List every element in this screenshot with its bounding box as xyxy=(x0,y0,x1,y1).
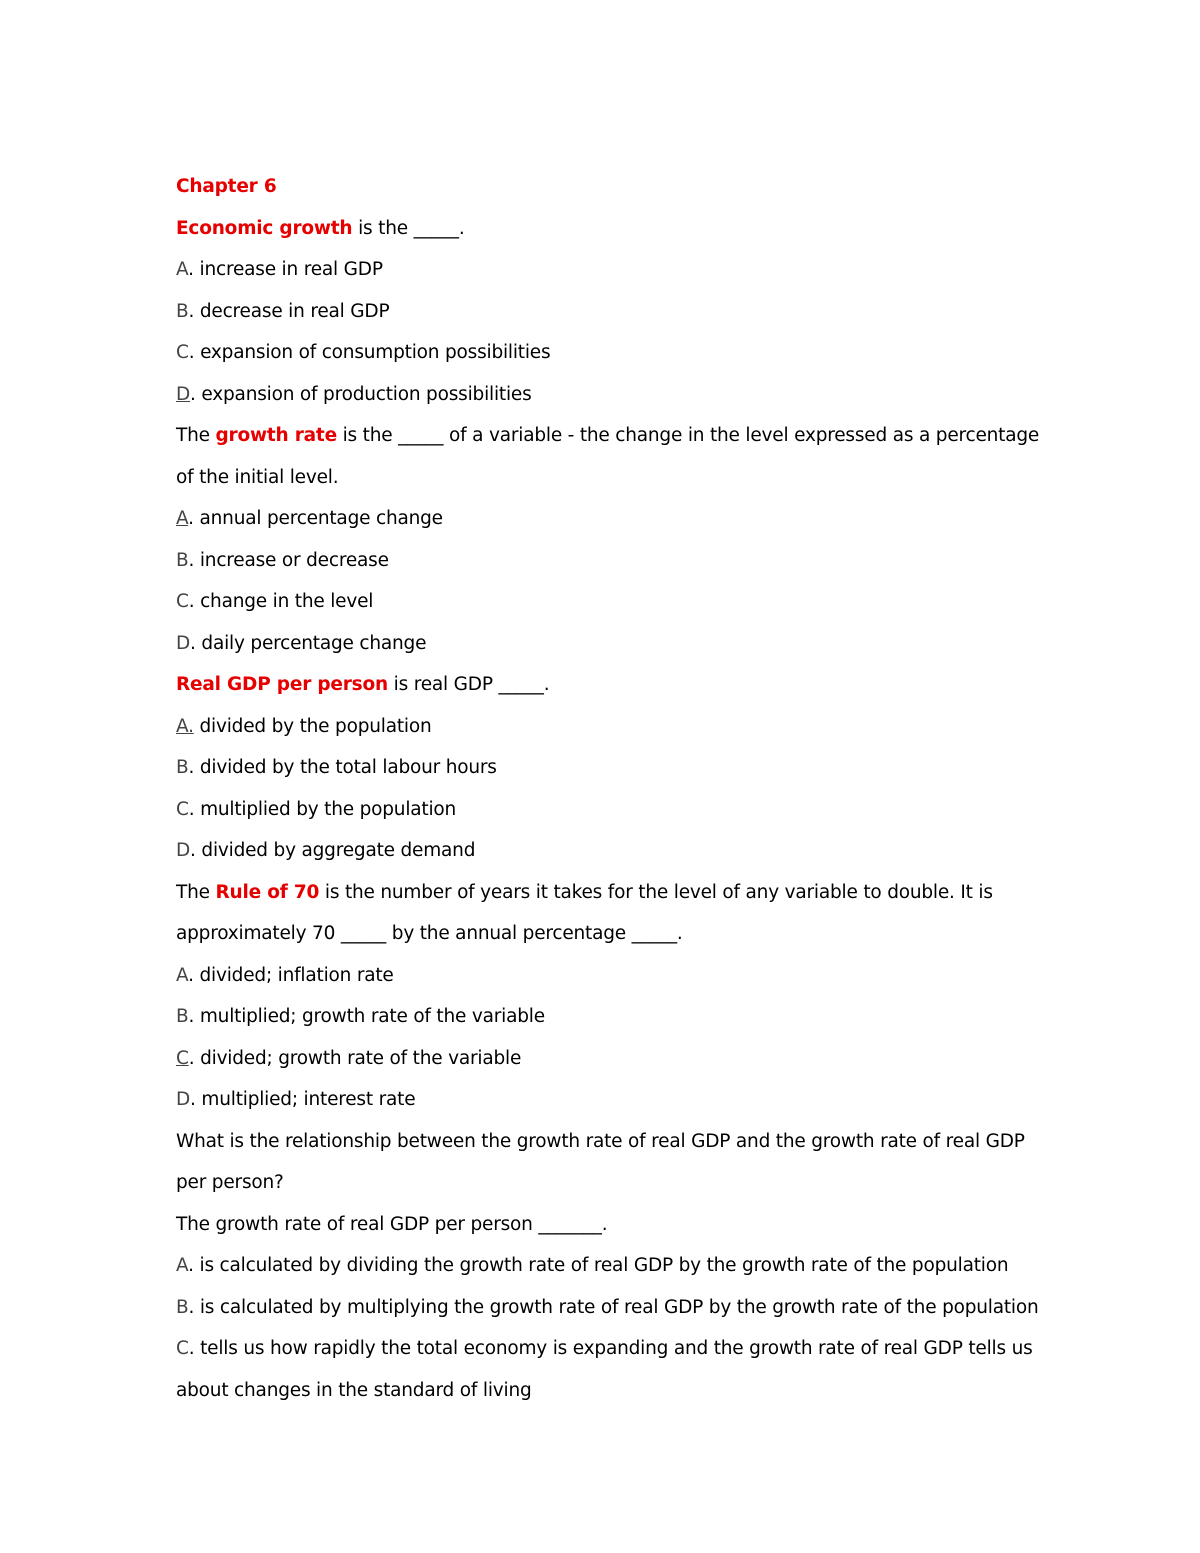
q1-option-d-text: . expansion of production possibilities xyxy=(190,383,532,405)
q2-pre: The xyxy=(176,425,216,446)
q1-option-d-letter: D xyxy=(176,383,191,405)
q3-option-c xyxy=(176,789,1016,831)
q2-option-b-text: . increase or decrease xyxy=(188,549,389,571)
q1-option-c-text: . expansion of consumption possibilities xyxy=(188,342,551,363)
q4-option-d-text: . multiplied; interest rate xyxy=(190,1089,416,1110)
q2-option-a xyxy=(176,498,1016,540)
q5-option-a xyxy=(176,1245,1016,1287)
q2-option-c xyxy=(176,581,1016,623)
q1-option-b xyxy=(176,291,1016,333)
q3-option-d-text: . divided by aggregate demand xyxy=(190,840,476,861)
q3-option-d-letter: D xyxy=(176,840,191,861)
document-page xyxy=(176,166,1040,1411)
question-2-stem-cont: of the initial level. xyxy=(176,466,339,488)
question-1-stem xyxy=(176,208,1016,250)
q2-option-c-text: . change in the level xyxy=(188,591,374,612)
q4-option-b-text: . multiplied; growth rate of the variable xyxy=(188,1006,545,1027)
q5-option-c-letter: C xyxy=(176,1338,189,1359)
q3-option-c-letter: C xyxy=(176,798,189,820)
q2-option-a-letter: A xyxy=(176,508,189,529)
q3-option-c-text: . multiplied by the population xyxy=(188,798,457,820)
q5-option-b-text: . is calculated by multiplying the growth rate of real GDP by the growth rate of the population xyxy=(188,1296,1039,1318)
q3-option-d xyxy=(176,830,1016,872)
question-3-stem xyxy=(176,664,1016,706)
q2-option-d xyxy=(176,623,1016,665)
q4-option-a-text: . divided; inflation rate xyxy=(188,964,394,986)
q1-option-b-text: . decrease in real GDP xyxy=(188,300,390,322)
q5-option-c-cont: about changes in the standard of living xyxy=(176,1379,532,1401)
q1-option-b-letter: B xyxy=(176,300,189,322)
question-5-stem: What is the relationship between the growth rate of real GDP and the growth rate of real GDP xyxy=(176,1130,1025,1152)
q2-option-c-letter: C xyxy=(176,591,189,612)
q4-option-b xyxy=(176,996,1016,1038)
q1-option-d xyxy=(176,374,1016,416)
q2-option-b xyxy=(176,540,1016,582)
q4-option-a xyxy=(176,955,1016,997)
question-5-stem-cont: per person? xyxy=(176,1172,284,1193)
q1-stem-text: is the _____. xyxy=(352,217,465,239)
q1-option-a xyxy=(176,249,1016,291)
q4-pre: The xyxy=(176,881,216,903)
q2-keyword: growth rate xyxy=(215,425,337,446)
q5-option-a-text: . is calculated by dividing the growth rate of real GDP by the growth rate of the population xyxy=(188,1255,1009,1276)
q5-option-a-letter: A xyxy=(176,1255,189,1276)
q2-option-a-text: . annual percentage change xyxy=(188,508,443,529)
q1-option-a-text: . increase in real GDP xyxy=(188,259,383,280)
q4-stem-text: is the number of years it takes for the level of any variable to double. It is xyxy=(319,881,993,903)
q4-option-c xyxy=(176,1038,1016,1080)
q2-option-b-letter: B xyxy=(176,549,189,571)
q3-keyword: Real GDP per person xyxy=(176,674,388,695)
question-2-stem xyxy=(176,415,1040,457)
q3-option-a xyxy=(176,706,1016,748)
q3-option-b xyxy=(176,747,1016,789)
q1-option-a-letter: A xyxy=(176,259,189,280)
q4-option-d xyxy=(176,1079,1016,1121)
q3-option-b-text: . divided by the total labour hours xyxy=(188,757,497,778)
q4-option-b-letter: B xyxy=(176,1006,189,1027)
chapter-heading: Chapter 6 xyxy=(176,176,277,197)
q1-keyword: Economic growth xyxy=(176,217,353,239)
q3-option-b-letter: B xyxy=(176,757,189,778)
q3-option-a-letter: A. xyxy=(176,715,194,737)
q5-option-c xyxy=(176,1328,1033,1370)
q4-option-d-letter: D xyxy=(176,1089,191,1110)
q1-option-c xyxy=(176,332,1016,374)
question-4-stem xyxy=(176,872,1016,914)
question-4-stem-cont: approximately 70 _____ by the annual percentage _____. xyxy=(176,923,683,944)
q2-option-d-text: . daily percentage change xyxy=(190,632,427,654)
q4-option-c-text: . divided; growth rate of the variable xyxy=(188,1047,522,1069)
q4-keyword: Rule of 70 xyxy=(215,881,320,903)
q5-option-c-text: . tells us how rapidly the total economy is expanding and the growth rate of real GDP tells us xyxy=(188,1338,1033,1359)
q4-option-a-letter: A xyxy=(176,964,189,986)
q5-option-b-letter: B xyxy=(176,1296,189,1318)
question-5-stem-2: The growth rate of real GDP per person _______. xyxy=(176,1213,608,1235)
q3-option-a-text: divided by the population xyxy=(193,715,432,737)
q1-option-c-letter: C xyxy=(176,342,189,363)
q2-stem-text: is the _____ of a variable - the change in the level expressed as a percentage xyxy=(336,425,1040,446)
q2-option-d-letter: D xyxy=(176,632,191,654)
q4-option-c-letter: C xyxy=(176,1047,189,1069)
q3-stem-text: is real GDP _____. xyxy=(387,674,550,695)
q5-option-b xyxy=(176,1287,1039,1329)
